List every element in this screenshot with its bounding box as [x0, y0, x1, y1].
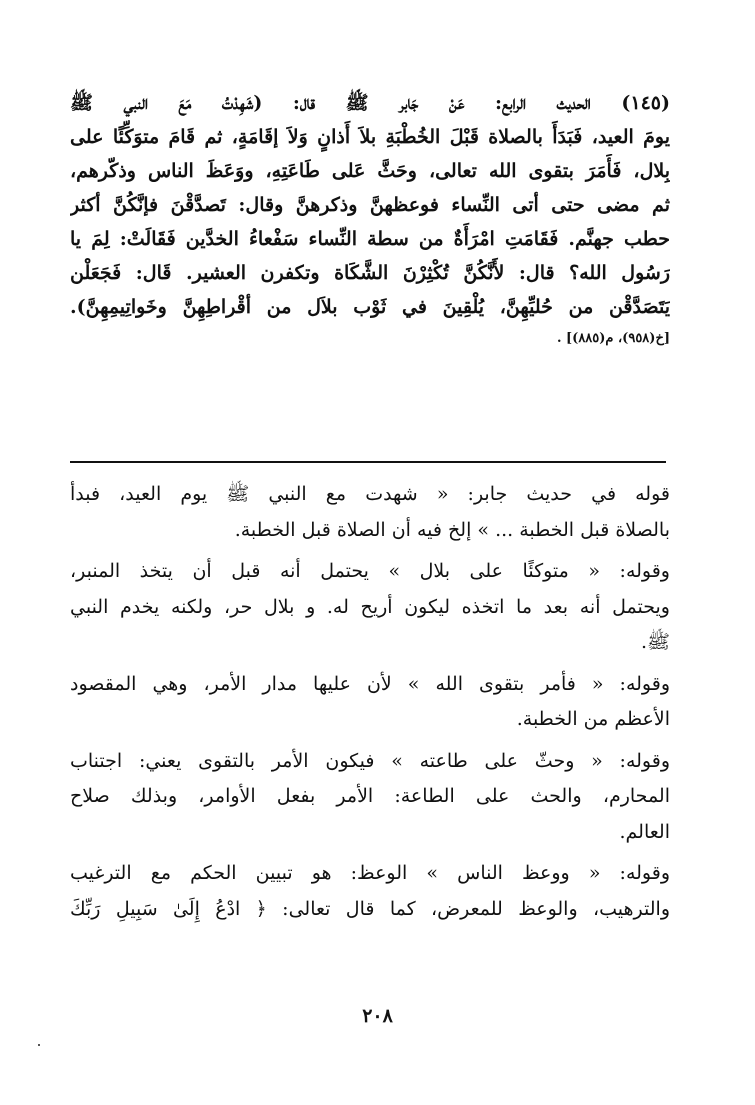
commentary-line: بالصلاة قبل الخطبة ... » إلخ فيه أن الصلاة قبل الخطبة.	[234, 518, 670, 541]
margin-speck	[38, 1044, 40, 1046]
commentary-line: والترهيب، والوعظ للمعرض، كما قال تعالى: ﴿ ادْعُ إِلَىٰ سَبِيلِ رَبِّكَ	[70, 897, 670, 920]
commentary-line: وقوله: « ووعظ الناس » الوعظ: هو تبيين الحكم مع الترغيب	[70, 862, 670, 884]
section-divider	[70, 461, 666, 463]
hadith-line: بِلال، فَأَمَرَ بتقوى الله تعالى، وحَثَّ عَلى طَاعَتِهِ، ووَعَظَ الناس وذكّرهم،	[70, 160, 670, 182]
hadith-reference: [خ(٩٥٨)، م(٨٨٥)] .	[556, 331, 670, 346]
commentary-line: وقوله: « متوكئًا على بلال » يحتمل أنه قبل أن يتخذ المنبر،	[70, 560, 670, 582]
hadith-line: يَتَصَدَّقْن من حُليِّهِنَّ، يُلْقِينَ في ثَوْب بلاَل من أقْراطِهِنَّ وخَواتِيمِهِنَّ).	[70, 296, 670, 318]
hadith-line: يومَ العيد، فَبَدَأَ بالصلاة قَبْلَ الخُطْبَةِ بلاَ أَذانٍ وَلاَ إقَامَةٍ، ثم قَامَ متوَكِّئًا على	[70, 126, 670, 148]
commentary-line: المحارم، والحث على الطاعة: الأمر بفعل الأوامر، وبذلك صلاح	[70, 785, 670, 807]
commentary-line: ﷺ.	[641, 631, 670, 653]
commentary-line: قوله في حديث جابر: « شهدت مع النبي ﷺ يوم العيد، فبدأ	[70, 483, 670, 505]
hadith-line: رَسُول الله؟ قال: لأَنَّكُنَّ تُكْثِرْنَ الشَّكَاة وتكفرن العشير. قَال: فَجَعَلْن	[70, 262, 670, 284]
commentary-text	[70, 477, 670, 927]
commentary-line: الأعظم من الخطبة.	[516, 708, 670, 730]
hadith-line: (١٤٥) الحديث الرابع: عَنْ جَابر ﷺ قال: (شَهِدْتُ مَعَ النبي ﷺ	[70, 92, 670, 114]
commentary-line: وقوله: « وحثّ على طاعته » فيكون الأمر بالتقوى يعني: اجتناب	[70, 749, 670, 772]
hadith-line: ثم مضى حتى أتى النِّساء فوعظهنَّ وذكرهنَّ وقال: تَصدَّقْنَ فإنَّكُنَّ أكثر	[70, 194, 670, 216]
commentary-line: وقوله: « فأمر بتقوى الله » لأن عليها مدار الأمر، وهي المقصود	[70, 672, 670, 695]
commentary-line: العالم.	[619, 820, 670, 843]
hadith-text	[70, 86, 670, 350]
page-number: ٢٠٨	[362, 1005, 393, 1027]
commentary-line: ويحتمل أنه بعد ما اتخذه ليكون أريح له. و بلال حر، ولكنه يخدم النبي	[70, 595, 670, 618]
hadith-line: حطب جهنَّم. فَقَامَتِ امْرَأَةٌ من سطة النِّساء سَفْعاءُ الخدَّين فَقَالَتْ: لِمَ يا	[70, 228, 670, 250]
